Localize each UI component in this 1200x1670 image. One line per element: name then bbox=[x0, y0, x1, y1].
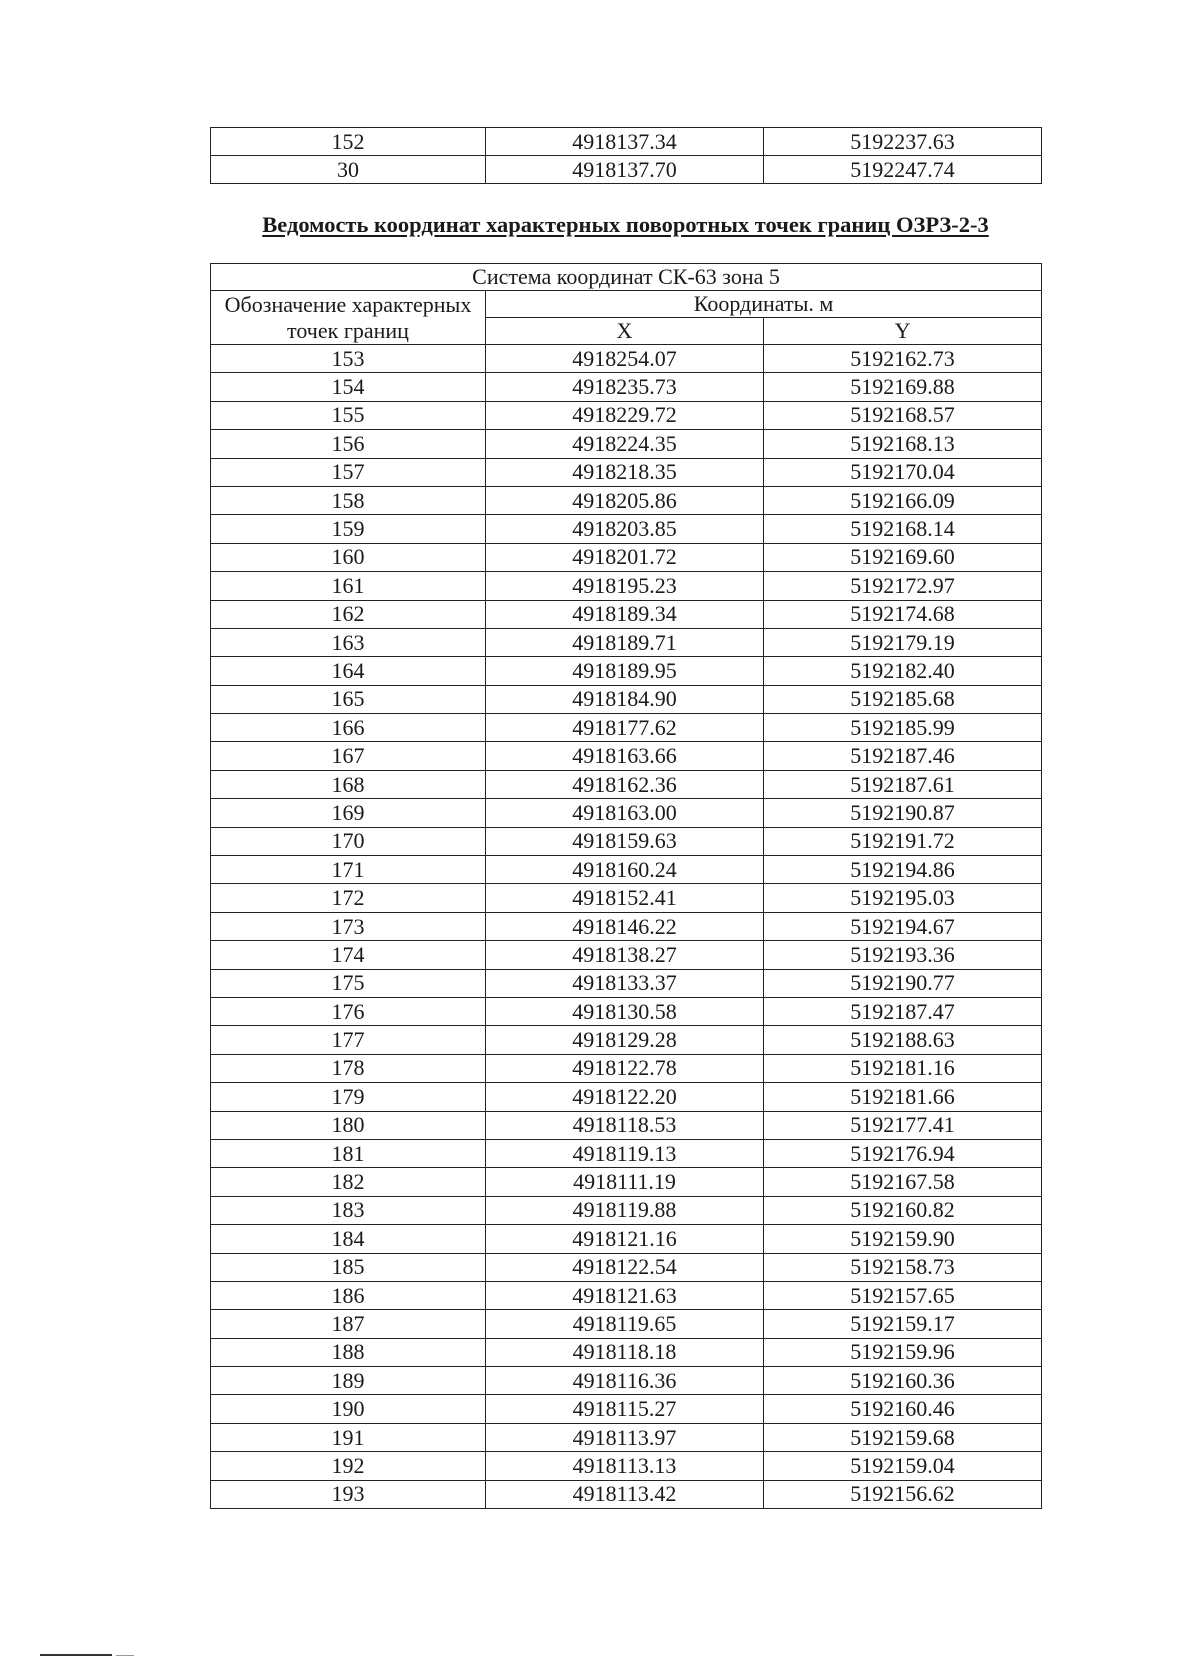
point-number-cell: 160 bbox=[211, 543, 486, 571]
point-number-cell: 156 bbox=[211, 430, 486, 458]
x-coordinate-cell: 4918121.16 bbox=[486, 1225, 764, 1253]
x-coordinate-cell: 4918218.35 bbox=[486, 458, 764, 486]
y-coordinate-cell: 5192177.41 bbox=[764, 1111, 1042, 1139]
table-row bbox=[211, 884, 1042, 912]
point-number-cell: 178 bbox=[211, 1054, 486, 1082]
x-coordinate-cell: 4918163.66 bbox=[486, 742, 764, 770]
table-row bbox=[211, 128, 1042, 156]
table-row bbox=[211, 1225, 1042, 1253]
y-coordinate-cell: 5192159.90 bbox=[764, 1225, 1042, 1253]
point-number-cell: 162 bbox=[211, 600, 486, 628]
x-coordinate-cell: 4918189.34 bbox=[486, 600, 764, 628]
y-coordinate-cell: 5192160.46 bbox=[764, 1395, 1042, 1423]
point-number-cell: 152 bbox=[211, 128, 486, 156]
x-coordinate-cell: 4918229.72 bbox=[486, 401, 764, 429]
point-number-cell: 165 bbox=[211, 685, 486, 713]
point-number-cell: 166 bbox=[211, 714, 486, 742]
table-row bbox=[211, 1111, 1042, 1139]
y-coordinate-cell: 5192169.60 bbox=[764, 543, 1042, 571]
x-coordinate-cell: 4918235.73 bbox=[486, 373, 764, 401]
y-coordinate-cell: 5192168.13 bbox=[764, 430, 1042, 458]
point-number-cell: 179 bbox=[211, 1083, 486, 1111]
point-number-cell: 30 bbox=[211, 156, 486, 184]
x-coordinate-cell: 4918152.41 bbox=[486, 884, 764, 912]
x-coordinate-cell: 4918163.00 bbox=[486, 799, 764, 827]
coordinates-table-body bbox=[211, 345, 1042, 1509]
point-number-cell: 188 bbox=[211, 1338, 486, 1366]
y-coordinate-cell: 5192179.19 bbox=[764, 628, 1042, 656]
footer-line bbox=[40, 1654, 112, 1656]
x-coordinate-cell: 4918113.97 bbox=[486, 1423, 764, 1451]
x-coordinate-cell: 4918224.35 bbox=[486, 430, 764, 458]
y-coordinate-cell: 5192159.68 bbox=[764, 1423, 1042, 1451]
point-number-cell: 176 bbox=[211, 997, 486, 1025]
x-coordinate-cell: 4918116.36 bbox=[486, 1367, 764, 1395]
table-row bbox=[211, 827, 1042, 855]
table-row bbox=[211, 572, 1042, 600]
table-row bbox=[211, 1168, 1042, 1196]
point-number-cell: 183 bbox=[211, 1196, 486, 1224]
point-number-cell: 184 bbox=[211, 1225, 486, 1253]
y-coordinate-cell: 5192170.04 bbox=[764, 458, 1042, 486]
point-number-cell: 164 bbox=[211, 657, 486, 685]
point-number-cell: 186 bbox=[211, 1281, 486, 1309]
y-coordinate-cell: 5192168.57 bbox=[764, 401, 1042, 429]
table-row bbox=[211, 486, 1042, 514]
table-row bbox=[211, 1367, 1042, 1395]
point-number-cell: 193 bbox=[211, 1480, 486, 1508]
x-coordinate-cell: 4918119.13 bbox=[486, 1139, 764, 1167]
y-coordinate-cell: 5192187.46 bbox=[764, 742, 1042, 770]
y-coordinate-cell: 5192194.86 bbox=[764, 856, 1042, 884]
x-coordinate-cell: 4918137.70 bbox=[486, 156, 764, 184]
y-coordinate-cell: 5192185.68 bbox=[764, 685, 1042, 713]
x-coordinate-cell: 4918111.19 bbox=[486, 1168, 764, 1196]
table-row bbox=[211, 156, 1042, 184]
table-row bbox=[211, 997, 1042, 1025]
point-number-cell: 157 bbox=[211, 458, 486, 486]
document-title: Ведомость координат характерных поворотных точек границ ОЗРЗ-2-3 bbox=[262, 212, 989, 237]
x-coordinate-cell: 4918119.88 bbox=[486, 1196, 764, 1224]
table-row bbox=[211, 1026, 1042, 1054]
x-coordinate-cell: 4918203.85 bbox=[486, 515, 764, 543]
point-number-cell: 170 bbox=[211, 827, 486, 855]
x-coordinate-cell: 4918205.86 bbox=[486, 486, 764, 514]
point-number-cell: 182 bbox=[211, 1168, 486, 1196]
point-number-cell: 167 bbox=[211, 742, 486, 770]
x-coordinate-cell: 4918122.20 bbox=[486, 1083, 764, 1111]
y-coordinate-cell: 5192187.47 bbox=[764, 997, 1042, 1025]
point-number-cell: 174 bbox=[211, 941, 486, 969]
y-coordinate-cell: 5192187.61 bbox=[764, 770, 1042, 798]
y-coordinate-cell: 5192158.73 bbox=[764, 1253, 1042, 1281]
point-number-cell: 168 bbox=[211, 770, 486, 798]
point-number-cell: 189 bbox=[211, 1367, 486, 1395]
y-coordinate-cell: 5192166.09 bbox=[764, 486, 1042, 514]
table-row bbox=[211, 1338, 1042, 1366]
x-coordinate-cell: 4918113.42 bbox=[486, 1480, 764, 1508]
table-row bbox=[211, 714, 1042, 742]
table-row bbox=[211, 1253, 1042, 1281]
continued-coordinates-table bbox=[210, 127, 1042, 184]
table-row bbox=[211, 969, 1042, 997]
table-row bbox=[211, 856, 1042, 884]
header-row-coordinates bbox=[211, 291, 1042, 318]
table-row bbox=[211, 373, 1042, 401]
y-coordinate-cell: 5192195.03 bbox=[764, 884, 1042, 912]
y-coordinate-cell: 5192160.36 bbox=[764, 1367, 1042, 1395]
point-label-header bbox=[211, 291, 486, 345]
point-number-cell: 169 bbox=[211, 799, 486, 827]
table-row bbox=[211, 600, 1042, 628]
table-row bbox=[211, 685, 1042, 713]
coordinate-system-header: Система координат СК-63 зона 5 bbox=[211, 264, 1042, 291]
x-coordinate-cell: 4918162.36 bbox=[486, 770, 764, 798]
point-number-cell: 163 bbox=[211, 628, 486, 656]
y-coordinate-cell: 5192188.63 bbox=[764, 1026, 1042, 1054]
y-coordinate-cell: 5192162.73 bbox=[764, 345, 1042, 373]
y-coordinate-cell: 5192159.17 bbox=[764, 1310, 1042, 1338]
x-coordinate-cell: 4918189.71 bbox=[486, 628, 764, 656]
y-coordinate-cell: 5192159.96 bbox=[764, 1338, 1042, 1366]
y-coordinate-cell: 5192169.88 bbox=[764, 373, 1042, 401]
x-coordinate-cell: 4918195.23 bbox=[486, 572, 764, 600]
x-coordinate-cell: 4918121.63 bbox=[486, 1281, 764, 1309]
x-coordinate-cell: 4918122.54 bbox=[486, 1253, 764, 1281]
x-coordinate-cell: 4918113.13 bbox=[486, 1452, 764, 1480]
x-coordinate-cell: 4918160.24 bbox=[486, 856, 764, 884]
table-row bbox=[211, 345, 1042, 373]
table-row bbox=[211, 401, 1042, 429]
point-number-cell: 185 bbox=[211, 1253, 486, 1281]
coordinates-table bbox=[210, 263, 1042, 1509]
coordinates-header: Координаты. м bbox=[486, 291, 1042, 318]
table-row bbox=[211, 912, 1042, 940]
point-number-cell: 154 bbox=[211, 373, 486, 401]
y-coordinate-cell: 5192167.58 bbox=[764, 1168, 1042, 1196]
point-number-cell: 173 bbox=[211, 912, 486, 940]
header-row-system bbox=[211, 264, 1042, 291]
point-number-cell: 177 bbox=[211, 1026, 486, 1054]
y-coordinate-cell: 5192190.77 bbox=[764, 969, 1042, 997]
table-row bbox=[211, 657, 1042, 685]
x-coordinate-cell: 4918115.27 bbox=[486, 1395, 764, 1423]
x-coordinate-cell: 4918122.78 bbox=[486, 1054, 764, 1082]
y-coordinate-cell: 5192176.94 bbox=[764, 1139, 1042, 1167]
y-coordinate-cell: 5192181.16 bbox=[764, 1054, 1042, 1082]
y-coordinate-cell: 5192185.99 bbox=[764, 714, 1042, 742]
y-coordinate-cell: 5192174.68 bbox=[764, 600, 1042, 628]
point-number-cell: 190 bbox=[211, 1395, 486, 1423]
continued-table-body bbox=[211, 128, 1042, 184]
point-label-text: Обозначение характерных точек границ bbox=[224, 291, 472, 343]
x-coordinate-cell: 4918159.63 bbox=[486, 827, 764, 855]
point-number-cell: 155 bbox=[211, 401, 486, 429]
table-row bbox=[211, 742, 1042, 770]
y-coordinate-cell: 5192247.74 bbox=[764, 156, 1042, 184]
point-number-cell: 161 bbox=[211, 572, 486, 600]
table-row bbox=[211, 1423, 1042, 1451]
point-number-cell: 192 bbox=[211, 1452, 486, 1480]
table-row bbox=[211, 770, 1042, 798]
point-number-cell: 172 bbox=[211, 884, 486, 912]
point-number-cell: 175 bbox=[211, 969, 486, 997]
footer-dash bbox=[116, 1655, 134, 1656]
x-coordinate-cell: 4918189.95 bbox=[486, 657, 764, 685]
table-row bbox=[211, 1281, 1042, 1309]
table-row bbox=[211, 628, 1042, 656]
table-row bbox=[211, 799, 1042, 827]
x-coordinate-cell: 4918137.34 bbox=[486, 128, 764, 156]
y-coordinate-cell: 5192237.63 bbox=[764, 128, 1042, 156]
point-number-cell: 187 bbox=[211, 1310, 486, 1338]
point-number-cell: 191 bbox=[211, 1423, 486, 1451]
y-coordinate-cell: 5192193.36 bbox=[764, 941, 1042, 969]
y-coordinate-cell: 5192156.62 bbox=[764, 1480, 1042, 1508]
point-number-cell: 181 bbox=[211, 1139, 486, 1167]
x-coordinate-cell: 4918118.53 bbox=[486, 1111, 764, 1139]
x-coordinate-cell: 4918119.65 bbox=[486, 1310, 764, 1338]
x-coordinate-cell: 4918177.62 bbox=[486, 714, 764, 742]
y-coordinate-cell: 5192181.66 bbox=[764, 1083, 1042, 1111]
point-number-cell: 153 bbox=[211, 345, 486, 373]
x-coordinate-cell: 4918129.28 bbox=[486, 1026, 764, 1054]
table-row bbox=[211, 1395, 1042, 1423]
y-coordinate-cell: 5192168.14 bbox=[764, 515, 1042, 543]
x-coordinate-cell: 4918130.58 bbox=[486, 997, 764, 1025]
table-row bbox=[211, 1310, 1042, 1338]
table-row bbox=[211, 543, 1042, 571]
x-coordinate-cell: 4918138.27 bbox=[486, 941, 764, 969]
y-coordinate-cell: 5192160.82 bbox=[764, 1196, 1042, 1224]
y-coordinate-cell: 5192194.67 bbox=[764, 912, 1042, 940]
x-coordinate-cell: 4918254.07 bbox=[486, 345, 764, 373]
x-column-header: X bbox=[486, 318, 764, 345]
y-coordinate-cell: 5192182.40 bbox=[764, 657, 1042, 685]
x-coordinate-cell: 4918201.72 bbox=[486, 543, 764, 571]
table-row bbox=[211, 515, 1042, 543]
table-row bbox=[211, 1196, 1042, 1224]
point-number-cell: 180 bbox=[211, 1111, 486, 1139]
table-row bbox=[211, 458, 1042, 486]
x-coordinate-cell: 4918146.22 bbox=[486, 912, 764, 940]
table-row bbox=[211, 430, 1042, 458]
table-row bbox=[211, 1452, 1042, 1480]
point-number-cell: 171 bbox=[211, 856, 486, 884]
point-number-cell: 159 bbox=[211, 515, 486, 543]
table-row bbox=[211, 1139, 1042, 1167]
y-coordinate-cell: 5192159.04 bbox=[764, 1452, 1042, 1480]
table-row bbox=[211, 1083, 1042, 1111]
point-number-cell: 158 bbox=[211, 486, 486, 514]
y-column-header: Y bbox=[764, 318, 1042, 345]
y-coordinate-cell: 5192157.65 bbox=[764, 1281, 1042, 1309]
y-coordinate-cell: 5192190.87 bbox=[764, 799, 1042, 827]
x-coordinate-cell: 4918118.18 bbox=[486, 1338, 764, 1366]
table-row bbox=[211, 1054, 1042, 1082]
table-row bbox=[211, 1480, 1042, 1508]
y-coordinate-cell: 5192172.97 bbox=[764, 572, 1042, 600]
table-row bbox=[211, 941, 1042, 969]
x-coordinate-cell: 4918133.37 bbox=[486, 969, 764, 997]
y-coordinate-cell: 5192191.72 bbox=[764, 827, 1042, 855]
x-coordinate-cell: 4918184.90 bbox=[486, 685, 764, 713]
